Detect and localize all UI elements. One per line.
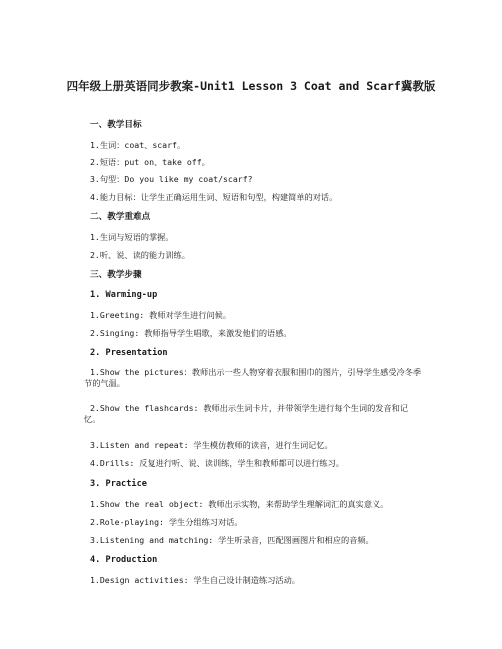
objective-item: 4.能力目标：让学生正确运用生词、短语和句型，构建简单的对话。 — [90, 192, 338, 202]
key-point-item: 2.听、说、读的能力训练。 — [90, 250, 190, 260]
practice-item: 2.Role-playing: 学生分组练习对话。 — [90, 517, 243, 527]
objective-item: 1.生词：coat、scarf。 — [90, 140, 186, 150]
document-title: 四年级上册英语同步教案-Unit1 Lesson 3 Coat and Scarf冀教版 — [66, 79, 436, 93]
presentation-item: 1.Show the pictures：教师出示一些人物穿着衣服和围巾的图片，引导学生感受冷冬季节的气温。 — [84, 367, 422, 388]
warmup-item: 1.Greeting: 教师对学生进行问候。 — [90, 310, 232, 320]
step-heading-presentation: 2. Presentation — [90, 348, 168, 358]
section-heading-steps: 三、教学步骤 — [90, 270, 142, 280]
section-heading-objectives: 一、教学目标 — [90, 120, 142, 130]
step-heading-production: 4. Production — [90, 555, 158, 565]
section-heading-key-points: 二、教学重难点 — [90, 212, 151, 222]
presentation-item: 4.Drills: 反复进行听、说、读训练，学生和教师都可以进行练习。 — [90, 458, 344, 468]
practice-item: 3.Listening and matching: 学生听录音，匹配图画图片和相应的音频。 — [90, 535, 374, 545]
practice-item: 1.Show the real object: 教师出示实物，来帮助学生理解词汇的真实意义。 — [90, 499, 389, 509]
warmup-item: 2.Singing: 教师指导学生唱歌，来激发他们的语感。 — [90, 328, 292, 338]
production-item: 1.Design activities: 学生自己设计制造练习活动。 — [90, 575, 300, 585]
presentation-item: 3.Listen and repeat: 学生模仿教师的读音，进行生词记忆。 — [90, 440, 333, 450]
step-heading-practice: 3. Practice — [90, 479, 147, 489]
step-heading-warmup: 1. Warming-up — [90, 290, 158, 300]
objective-item: 3.句型：Do you like my coat/scarf? — [90, 174, 253, 184]
presentation-item: 2.Show the flashcards: 教师出示生词卡片，并带领学生进行每个生词的发音和记忆。 — [84, 403, 409, 424]
key-point-item: 1.生词与短语的掌握。 — [90, 232, 174, 242]
objective-item: 2.短语：put on、take off。 — [90, 157, 210, 167]
